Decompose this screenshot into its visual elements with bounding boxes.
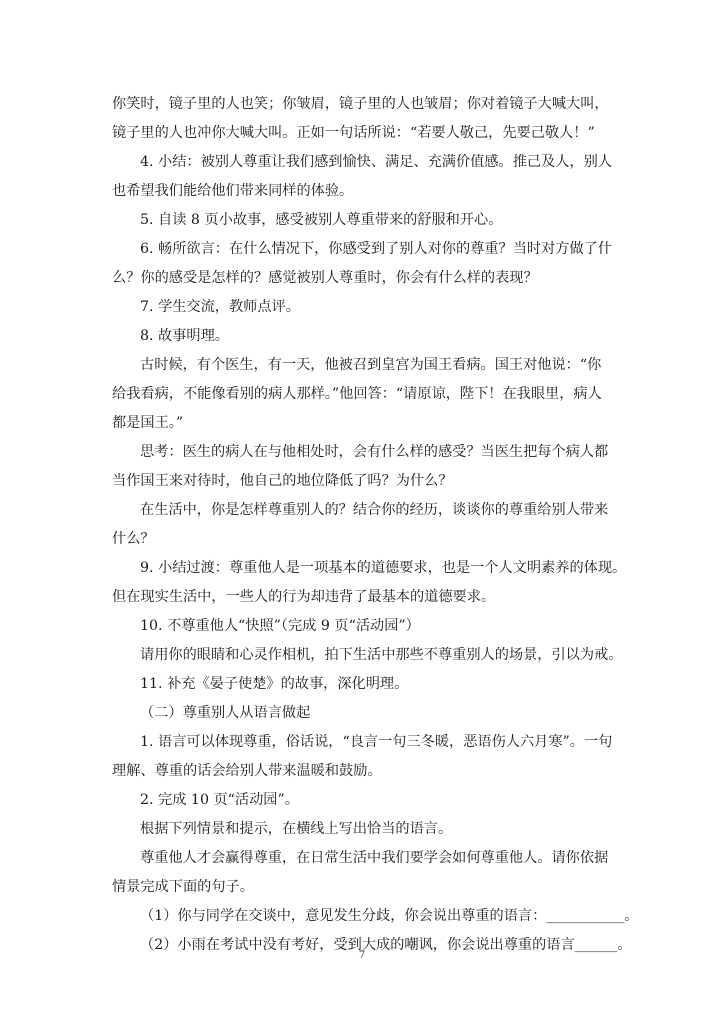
- text-line: 都是国王。”: [112, 415, 184, 431]
- text-line: 8. 故事明理。: [140, 328, 229, 344]
- text-line: 古时候，有个医生，有一天，他被召到皇宫为国王看病。国王对他说：“你: [140, 357, 602, 373]
- paragraph-item-11: [112, 670, 622, 699]
- text-line: 思考：医生的病人在与他相处时，会有什么样的感受？当医生把每个病人都: [140, 444, 609, 460]
- text-line: （2）小雨在考试中没有考好，受到大成的嘲讽，你会说出尊重的语言______。: [140, 937, 632, 953]
- paragraph-language-1: [112, 728, 622, 786]
- text-line: 么？你的感受是怎样的？感觉被别人尊重时，你会有什么样的表现？: [112, 270, 538, 286]
- text-line: 尊重他人才会赢得尊重，在日常生活中我们要学会如何尊重他人。请你依据: [140, 850, 609, 866]
- text-line: 1. 语言可以体现尊重，俗话说，“良言一句三冬暖，恶语伤人六月寒”。一句: [140, 734, 613, 750]
- text-line: 9. 小结过渡：尊重他人是一项基本的道德要求，也是一个人文明素养的体现。: [140, 560, 627, 576]
- exercise-1: [112, 902, 639, 931]
- paragraph-doctor-story: [112, 351, 622, 438]
- paragraph-summary-4: [112, 148, 622, 206]
- text-line: 情景完成下面的句子。: [112, 879, 254, 895]
- text-line: 6. 畅所欲言：在什么情况下，你感受到了别人对你的尊重？当时对方做了什: [140, 241, 613, 257]
- paragraph-reflection: [112, 438, 622, 496]
- paragraph-item-10: [112, 612, 622, 641]
- paragraph-item-8: [112, 322, 622, 351]
- text-line: 但在现实生活中，一些人的行为却违背了最基本的道德要求。: [112, 589, 496, 605]
- text-line: （1）你与同学在交谈中，意见发生分歧，你会说出尊重的语言：___________。: [140, 908, 639, 924]
- paragraph-mirror-analogy: [112, 90, 622, 148]
- text-line: 什么？: [112, 531, 155, 547]
- paragraph-item-7: [112, 293, 622, 322]
- text-line: 10. 不尊重他人“快照”（完成 9 页“活动园”）: [140, 618, 420, 634]
- section-heading-language: [112, 699, 622, 728]
- paragraph-item-6: [112, 235, 622, 293]
- paragraph-instruction: [112, 815, 622, 844]
- text-line: 4. 小结：被别人尊重让我们感到愉快、满足、充满价值感。推己及人，别人: [140, 154, 613, 170]
- text-line: 你笑时，镜子里的人也笑；你皱眉，镜子里的人也皱眉；你对着镜子大喊大叫，: [112, 96, 609, 112]
- text-line: 给我看病，不能像看别的病人那样。”他回答：“请原谅，陛下！在我眼里，病人: [112, 386, 602, 402]
- paragraph-item-9: [112, 554, 627, 612]
- text-line: 在生活中，你是怎样尊重别人的？结合你的经历，谈谈你的尊重给别人带来: [140, 502, 609, 518]
- text-line: 理解、尊重的话会给别人带来温暖和鼓励。: [112, 763, 382, 779]
- paragraph-item-5: [112, 206, 622, 235]
- paragraph-language-2: [112, 786, 622, 815]
- text-line: 镜子里的人也冲你大喊大叫。正如一句话所说：“若要人敬己，先要己敬人！”: [112, 125, 595, 141]
- text-line: 当作国王来对待时，他自己的地位降低了吗？为什么？: [112, 473, 453, 489]
- paragraph-camera: [112, 641, 622, 670]
- text-line: 7. 学生交流，教师点评。: [140, 299, 300, 315]
- page-number: 7: [358, 950, 366, 961]
- text-line: 2. 完成 10 页“活动园”。: [140, 792, 299, 808]
- text-line: 5. 自读 8 页小故事，感受被别人尊重带来的舒服和开心。: [140, 212, 503, 228]
- text-line: 11. 补充《晏子使楚》的故事，深化明理。: [140, 676, 409, 692]
- text-line: 请用你的眼睛和心灵作相机，拍下生活中那些不尊重别人的场景，引以为戒。: [140, 647, 623, 663]
- text-line: 根据下列情景和提示，在横线上写出恰当的语言。: [140, 821, 453, 837]
- paragraph-daily-life: [112, 496, 622, 554]
- text-line: 也希望我们能给他们带来同样的体验。: [112, 183, 354, 199]
- paragraph-task-intro: [112, 844, 622, 902]
- text-line: （二）尊重别人从语言做起: [140, 705, 311, 721]
